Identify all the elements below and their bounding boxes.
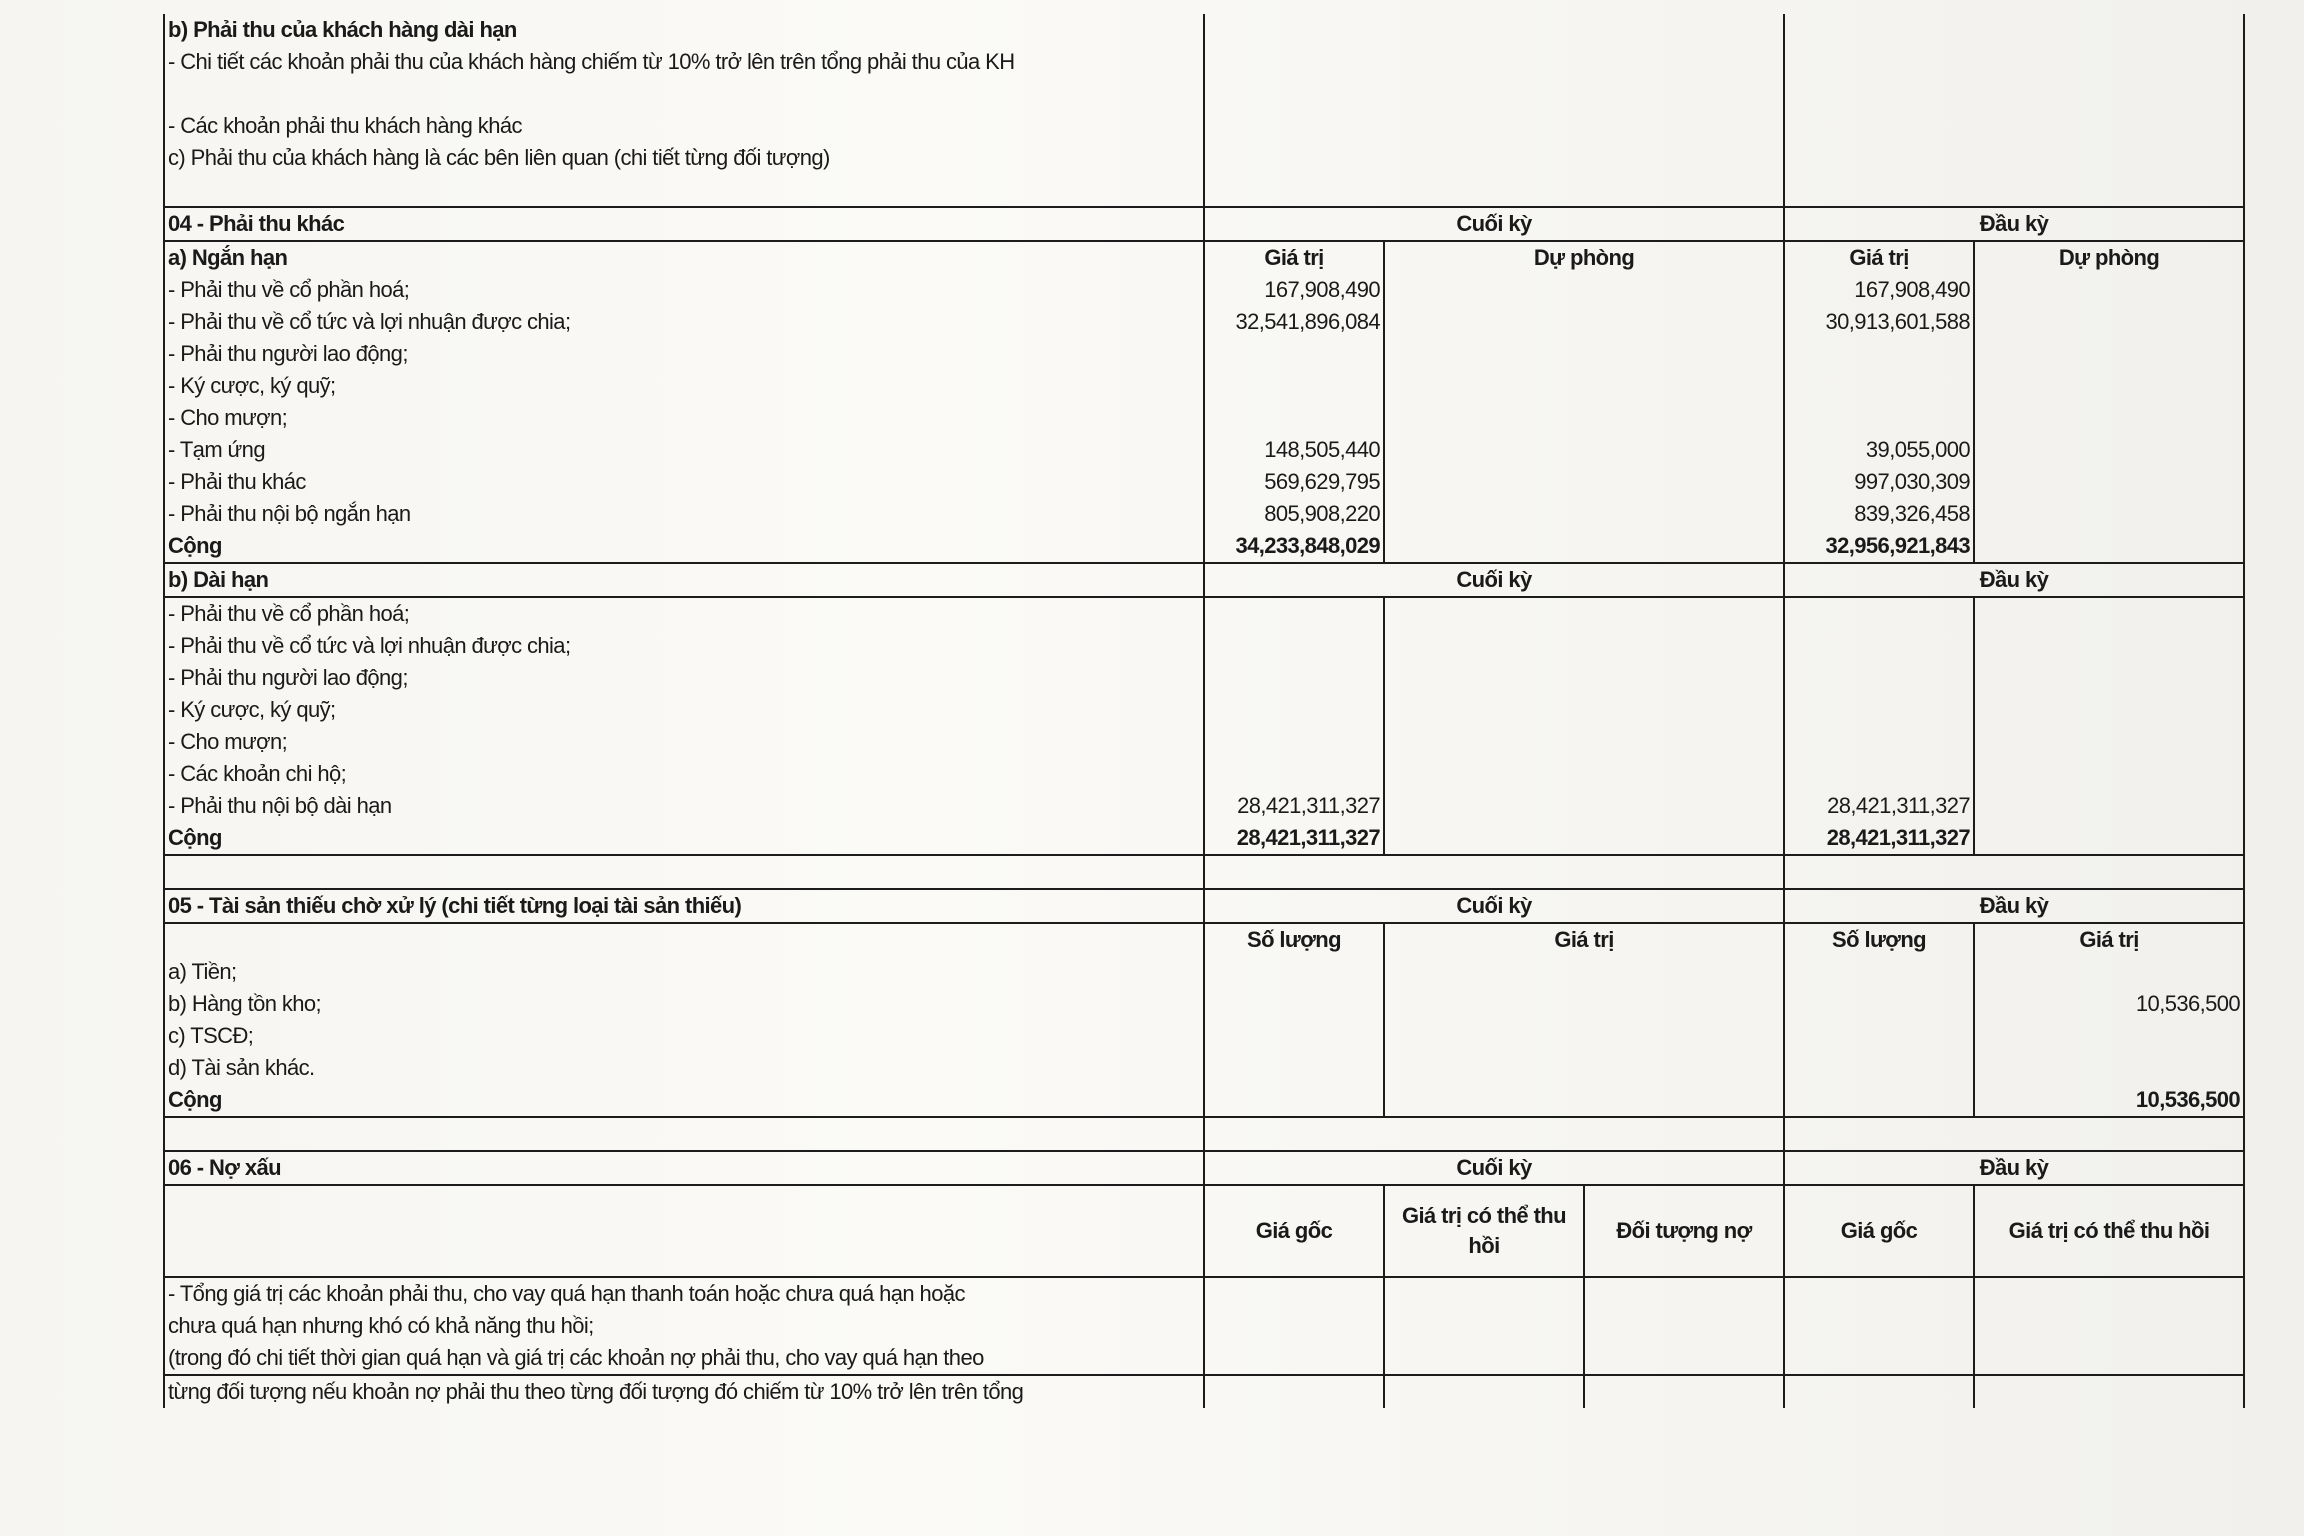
- table-row: [164, 726, 2244, 758]
- table-row: [164, 694, 2244, 726]
- column-header-debtor: Đối tượng nợ: [1584, 1185, 1784, 1277]
- table-row: [164, 1342, 2244, 1375]
- s06-header-row: [164, 1151, 2244, 1185]
- table-row: [164, 434, 2244, 466]
- receivable-detail-row: [164, 46, 2244, 78]
- table-row: [164, 988, 2244, 1020]
- value-begin: [1784, 630, 1974, 662]
- table-row: [164, 597, 2244, 630]
- text-line: - Các khoản phải thu khách hàng khác: [164, 110, 1204, 142]
- total-label: Cộng: [164, 822, 1204, 855]
- receivable-related-row: [164, 142, 2244, 174]
- row-label: từng đối tượng nếu khoản nợ phải thu theo từng đối tượng đó chiếm từ 10% trở lên trên tổng: [164, 1375, 1204, 1408]
- value-begin: [1784, 597, 1974, 630]
- section-title: 04 - Phải thu khác: [164, 207, 1204, 241]
- value-end: 32,541,896,084: [1204, 306, 1384, 338]
- row-label: (trong đó chi tiết thời gian quá hạn và giá trị các khoản nợ phải thu, cho vay quá hạn theo: [164, 1342, 1204, 1375]
- row-label: a) Tiền;: [164, 956, 1204, 988]
- value-end: 569,629,795: [1204, 466, 1384, 498]
- column-header-end: Cuối kỳ: [1204, 207, 1784, 241]
- column-header-value: Giá trị: [1384, 923, 1784, 956]
- s06-subheader-row: [164, 1185, 2244, 1277]
- value-end: [1204, 338, 1384, 370]
- column-header-value: Giá trị: [1974, 923, 2244, 956]
- table-row: [164, 274, 2244, 306]
- row-label: - Phải thu nội bộ ngắn hạn: [164, 498, 1204, 530]
- value-end: [1204, 662, 1384, 694]
- column-header-recoverable: Giá trị có thể thu hồi: [1384, 1185, 1584, 1277]
- column-header-value: Giá trị: [1204, 241, 1384, 274]
- notes-table: [163, 14, 2245, 1408]
- value-end: [1204, 630, 1384, 662]
- table-row: [164, 402, 2244, 434]
- row-label: b) Hàng tồn kho;: [164, 988, 1204, 1020]
- total-label: Cộng: [164, 1084, 1204, 1117]
- row-label: - Phải thu người lao động;: [164, 338, 1204, 370]
- total-label: Cộng: [164, 530, 1204, 563]
- value-end: 167,908,490: [1204, 274, 1384, 306]
- value-begin: 28,421,311,327: [1784, 790, 1974, 822]
- value-begin: [1784, 758, 1974, 790]
- receivable-longterm-row: [164, 14, 2244, 46]
- column-header-recoverable-begin: Giá trị có thể thu hồi: [1974, 1185, 2244, 1277]
- table-row: [164, 498, 2244, 530]
- row-label: - Phải thu về cổ tức và lợi nhuận được chia;: [164, 630, 1204, 662]
- value-begin: 10,536,500: [1974, 988, 2244, 1020]
- column-header-quantity: Số lượng: [1204, 923, 1384, 956]
- subsection-title: b) Dài hạn: [164, 563, 1204, 597]
- text-line: c) Phải thu của khách hàng là các bên liên quan (chi tiết từng đối tượng): [164, 142, 1204, 174]
- row-label: - Ký cược, ký quỹ;: [164, 694, 1204, 726]
- table-row: [164, 790, 2244, 822]
- table-row: [164, 370, 2244, 402]
- row-label: - Cho mượn;: [164, 402, 1204, 434]
- column-header-begin: Đầu kỳ: [1784, 207, 2244, 241]
- column-header-provision: Dự phòng: [1384, 241, 1784, 274]
- row-label: - Phải thu người lao động;: [164, 662, 1204, 694]
- table-row: [164, 1310, 2244, 1342]
- value-begin: [1784, 662, 1974, 694]
- value-end: [1204, 694, 1384, 726]
- row-label: - Phải thu khác: [164, 466, 1204, 498]
- row-label: - Cho mượn;: [164, 726, 1204, 758]
- s04b-header-row: [164, 563, 2244, 597]
- column-header-end: Cuối kỳ: [1204, 1151, 1784, 1185]
- row-label: d) Tài sản khác.: [164, 1052, 1204, 1084]
- value-end: 28,421,311,327: [1204, 790, 1384, 822]
- column-header-end: Cuối kỳ: [1204, 563, 1784, 597]
- value-end: 805,908,220: [1204, 498, 1384, 530]
- table-row: [164, 466, 2244, 498]
- column-header-provision: Dự phòng: [1974, 241, 2244, 274]
- table-row: [164, 1052, 2244, 1084]
- row-label: - Các khoản chi hộ;: [164, 758, 1204, 790]
- column-header-cost: Giá gốc: [1204, 1185, 1384, 1277]
- table-row: [164, 758, 2244, 790]
- column-header-begin: Đầu kỳ: [1784, 889, 2244, 923]
- value-begin: 997,030,309: [1784, 466, 1974, 498]
- subsection-title: a) Ngắn hạn: [164, 241, 1204, 274]
- table-row: [164, 306, 2244, 338]
- value-end: [1204, 597, 1384, 630]
- column-header-quantity: Số lượng: [1784, 923, 1974, 956]
- total-row: [164, 822, 2244, 855]
- value-begin: 39,055,000: [1784, 434, 1974, 466]
- table-row: [164, 338, 2244, 370]
- total-begin: 10,536,500: [1974, 1084, 2244, 1117]
- column-header-value: Giá trị: [1784, 241, 1974, 274]
- row-label: - Tổng giá trị các khoản phải thu, cho vay quá hạn thanh toán hoặc chưa quá hạn hoặc: [164, 1277, 1204, 1310]
- value-end: [1204, 402, 1384, 434]
- column-header-begin: Đầu kỳ: [1784, 1151, 2244, 1185]
- row-label: chưa quá hạn nhưng khó có khả năng thu hồi;: [164, 1310, 1204, 1342]
- total-begin: 28,421,311,327: [1784, 822, 1974, 855]
- section-title: 05 - Tài sản thiếu chờ xử lý (chi tiết từng loại tài sản thiếu): [164, 889, 1204, 923]
- table-row: [164, 956, 2244, 988]
- total-begin: 32,956,921,843: [1784, 530, 1974, 563]
- table-row: [164, 630, 2244, 662]
- row-label: - Tạm ứng: [164, 434, 1204, 466]
- value-end: [1204, 726, 1384, 758]
- s05-header-row: [164, 889, 2244, 923]
- value-begin: [1784, 338, 1974, 370]
- value-begin: 167,908,490: [1784, 274, 1974, 306]
- row-label: - Phải thu về cổ phần hoá;: [164, 597, 1204, 630]
- table-row: [164, 662, 2244, 694]
- s05-subheader-row: [164, 923, 2244, 956]
- total-end: 34,233,848,029: [1204, 530, 1384, 563]
- row-label: c) TSCĐ;: [164, 1020, 1204, 1052]
- s04-header-row: [164, 207, 2244, 241]
- value-begin: [1784, 726, 1974, 758]
- column-header-end: Cuối kỳ: [1204, 889, 1784, 923]
- value-begin: 839,326,458: [1784, 498, 1974, 530]
- s04-subheader-row: [164, 241, 2244, 274]
- table-row: [164, 1020, 2244, 1052]
- value-begin: 30,913,601,588: [1784, 306, 1974, 338]
- value-begin: [1784, 402, 1974, 434]
- value-begin: [1784, 694, 1974, 726]
- column-header-begin: Đầu kỳ: [1784, 563, 2244, 597]
- total-row: [164, 530, 2244, 563]
- total-end: 28,421,311,327: [1204, 822, 1384, 855]
- value-end: [1204, 370, 1384, 402]
- total-row: [164, 1084, 2244, 1117]
- value-end: 148,505,440: [1204, 434, 1384, 466]
- row-label: - Phải thu về cổ tức và lợi nhuận được chia;: [164, 306, 1204, 338]
- value-begin: [1784, 370, 1974, 402]
- text-line: - Chi tiết các khoản phải thu của khách hàng chiếm từ 10% trở lên trên tổng phải thu của KH: [164, 46, 1204, 78]
- text-line: b) Phải thu của khách hàng dài hạn: [164, 14, 1204, 46]
- row-label: - Phải thu nội bộ dài hạn: [164, 790, 1204, 822]
- value-end: [1204, 758, 1384, 790]
- receivable-other-row: [164, 110, 2244, 142]
- value-begin: [1974, 956, 2244, 988]
- table-row: [164, 1375, 2244, 1408]
- value-begin: [1974, 1020, 2244, 1052]
- table-row: [164, 1277, 2244, 1310]
- column-header-cost-begin: Giá gốc: [1784, 1185, 1974, 1277]
- value-begin: [1974, 1052, 2244, 1084]
- section-title: 06 - Nợ xấu: [164, 1151, 1204, 1185]
- row-label: - Ký cược, ký quỹ;: [164, 370, 1204, 402]
- row-label: - Phải thu về cổ phần hoá;: [164, 274, 1204, 306]
